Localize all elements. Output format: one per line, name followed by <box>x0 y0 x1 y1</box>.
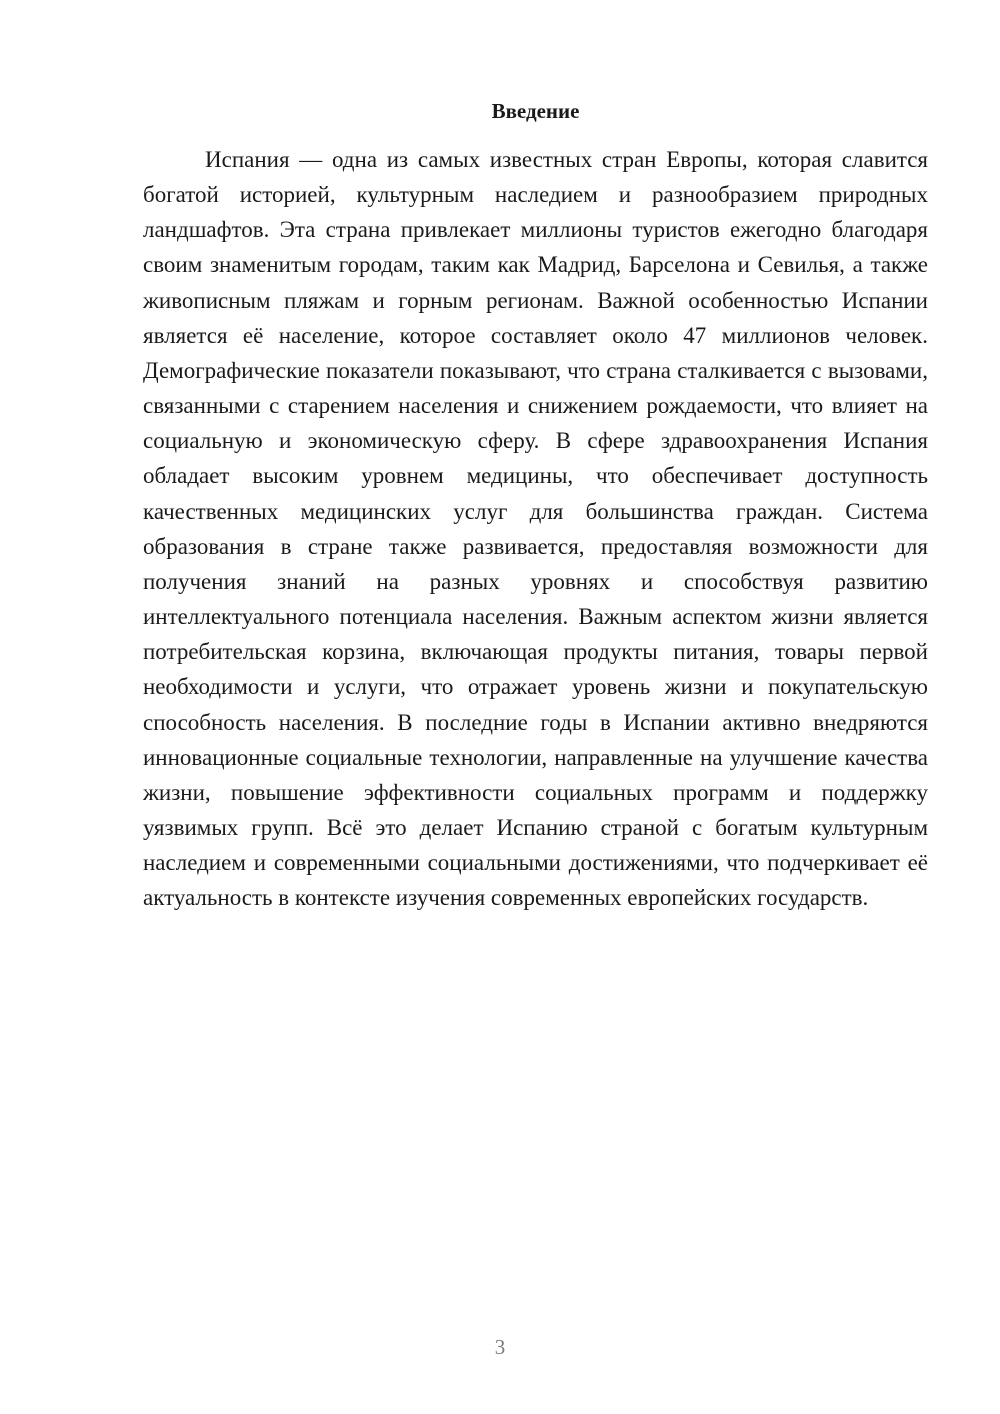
body-paragraph: Испания — одна из самых известных стран Европы, которая славится богатой историей, культурным наследием и разнообразием природных ландшафтов. Эта страна привлекает миллионы туристов ежегодно благодаря своим знаменитым городам, таким как Мадрид, Барселона и Севилья, а также живописным пляжам и горным регионам. Важной особенностью Испании является её население, которое составляет около 47 миллионов человек. Демографические показатели показывают, что страна сталкивается с вызовами, связанными с старением населения и снижением рождаемости, что влияет на социальную и экономическую сферу. В сфере здравоохранения Испания обладает высоким уровнем медицины, что обеспечивает доступность качественных медицинских услуг для большинства граждан. Система образования в стране также развивается, предоставляя возможности для получения знаний на разных уровнях и способствуя развитию интеллектуального потенциала населения. Важным аспектом жизни является потребительская корзина, включающая продукты питания, товары первой необходимости и услуги, что отражает уровень жизни и покупательскую способность населения. В последние годы в Испании активно внедряются инновационные социальные технологии, направленные на улучшение качества жизни, повышение эффективности социальных программ и поддержку уязвимых групп. Всё это делает Испанию страной с богатым культурным наследием и современными социальными достижениями, что подчеркивает её актуальность в контексте изучения современных европейских государств. <box>143 147 928 911</box>
section-heading: Введение <box>491 99 580 123</box>
page-number: 3 <box>494 1335 506 1359</box>
